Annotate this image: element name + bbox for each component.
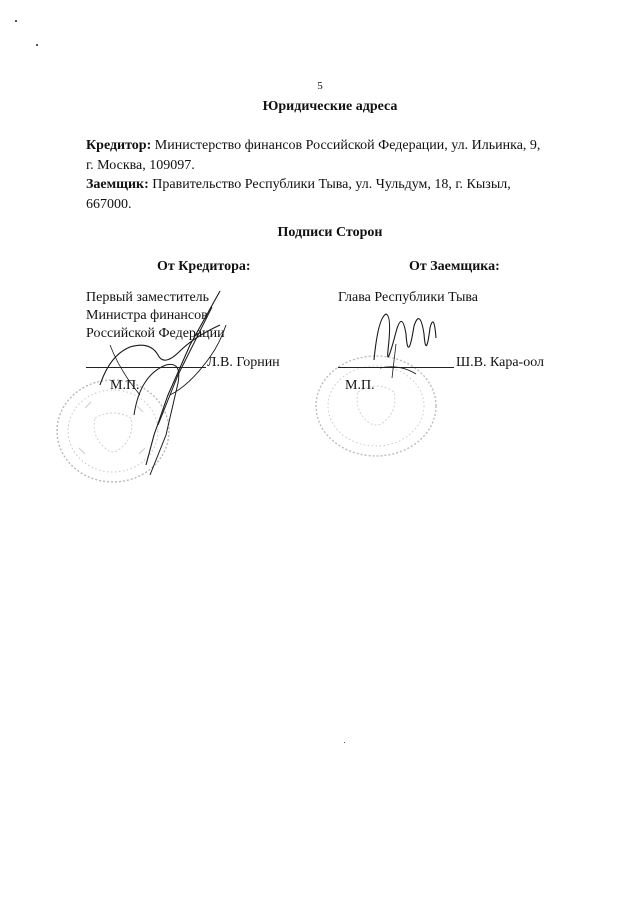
- borrower-address-line2: 667000.: [86, 197, 132, 212]
- borrower-signatory-name: Ш.В. Кара-оол: [456, 355, 545, 370]
- borrower-address-line1: [86, 175, 586, 195]
- borrower-address: [86, 175, 586, 215]
- creditor-seal-label: М.П.: [110, 378, 140, 393]
- borrower-seal-label: М.П.: [345, 378, 375, 393]
- borrower-role-label: Заемщик:: [86, 177, 149, 192]
- creditor-role-label: Кредитор:: [86, 138, 152, 153]
- borrower-signature: [370, 304, 440, 384]
- scan-speck: [344, 742, 345, 743]
- signatures-title: Подписи Сторон: [277, 225, 383, 240]
- borrower-signature-heading: От Заемщика:: [409, 259, 500, 274]
- legal-addresses-title: Юридические адреса: [262, 99, 398, 114]
- creditor-signatory-name: Л.В. Горнин: [207, 355, 280, 370]
- creditor-address-line2: г. Москва, 109097.: [86, 158, 195, 173]
- creditor-signature-heading: От Кредитора:: [157, 259, 251, 274]
- creditor-position-line1: Первый заместитель: [86, 290, 210, 305]
- borrower-address-text: Правительство Республики Тыва, ул. Чульдум, 18, г. Кызыл,: [152, 177, 511, 192]
- creditor-address: [86, 136, 586, 176]
- creditor-signature: [70, 285, 245, 485]
- creditor-address-line1: [86, 136, 586, 156]
- borrower-position: Глава Республики Тыва: [338, 290, 479, 305]
- creditor-address-text: Министерство финансов Российской Федерации, ул. Ильинка, 9,: [154, 138, 541, 153]
- creditor-position-line2: Министра финансов: [86, 308, 208, 323]
- scan-speck: [15, 20, 17, 22]
- scan-speck: [36, 44, 38, 46]
- page-number: 5: [317, 80, 323, 92]
- creditor-position-line3: Российской Федерации: [86, 326, 225, 341]
